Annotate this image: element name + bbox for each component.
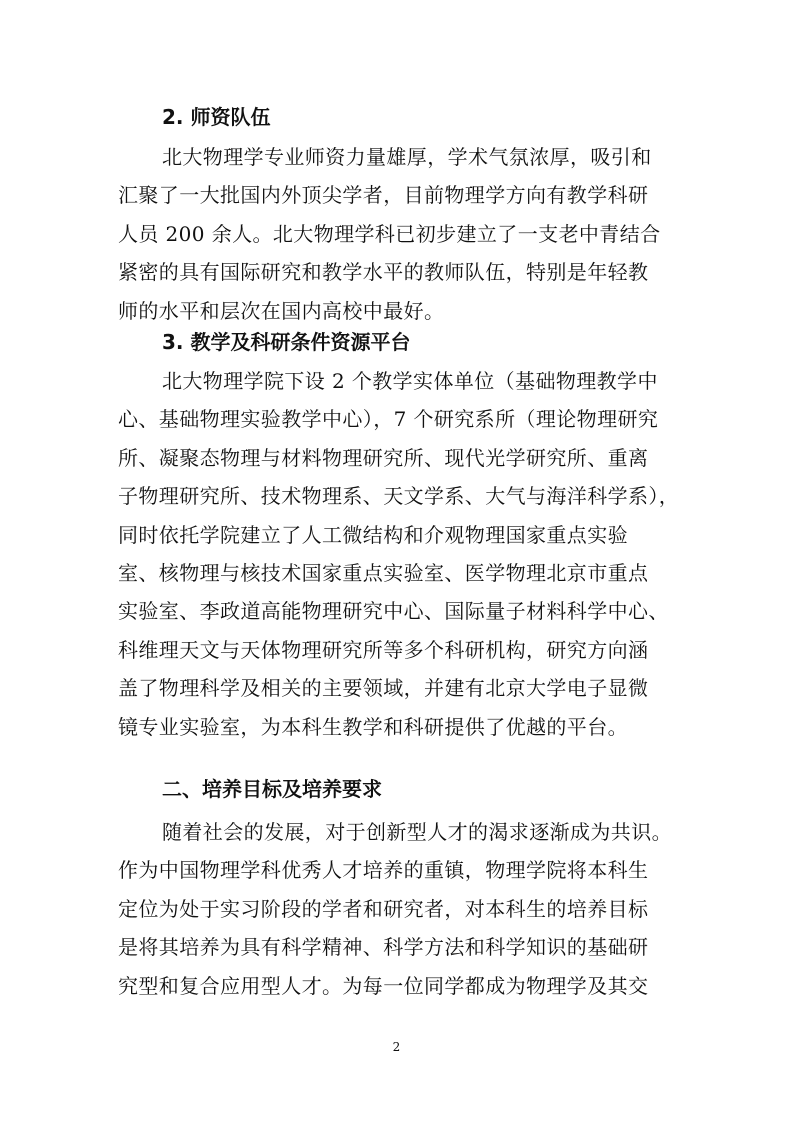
text-line: 师的水平和层次在国内高校中最好。 <box>118 298 445 323</box>
text-line: 室、核物理与核技术国家重点实验室、医学物理北京市重点 <box>118 561 649 586</box>
text-line: 科维理天文与天体物理研究所等多个科研机构，研究方向涵 <box>118 637 649 662</box>
text-line: 北大物理学院下设 2 个教学实体单位（基础物理教学中 <box>162 369 658 393</box>
text-line: 同时依托学院建立了人工微结构和介观物理国家重点实验 <box>118 522 628 547</box>
text-line: 心、基础物理实验教学中心），7 个研究系所（理论物理研究 <box>118 407 659 432</box>
page-number: 2 <box>392 1040 401 1054</box>
text-line: 作为中国物理学科优秀人才培养的重镇，物理学院将本科生 <box>118 858 649 883</box>
text-line: 子物理研究所、技术物理系、天文学系、大气与海洋科学系）， <box>118 484 680 509</box>
text-line: 所、凝聚态物理与材料物理研究所、现代光学研究所、重离 <box>118 445 649 470</box>
text-line: 是将其培养为具有科学精神、科学方法和科学知识的基础研 <box>118 935 649 960</box>
text-line: 随着社会的发展，对于创新型人才的渴求逐渐成为共识。 <box>162 820 672 844</box>
paragraph-goals <box>118 813 698 1005</box>
text-line: 实验室、李政道高能物理研究中心、国际量子材料科学中心、 <box>118 599 669 624</box>
paragraph-platform <box>118 362 698 746</box>
text-line: 盖了物理科学及相关的主要领域，并建有北京大学电子显微 <box>118 676 649 701</box>
text-line: 究型和复合应用型人才。为每一位同学都成为物理学及其交 <box>118 973 649 998</box>
section-heading-faculty: 2. 师资队伍 <box>162 105 271 129</box>
text-line: 北大物理学专业师资力量雄厚，学术气氛浓厚，吸引和 <box>162 145 652 169</box>
text-line: 汇聚了一大批国内外顶尖学者，目前物理学方向有教学科研 <box>118 183 649 208</box>
paragraph-faculty <box>118 138 698 330</box>
text-line: 人员 200 余人。北大物理学科已初步建立了一支老中青结合 <box>118 221 661 246</box>
text-line: 定位为处于实习阶段的学者和研究者，对本科生的培养目标 <box>118 896 649 921</box>
text-line: 镜专业实验室，为本科生教学和科研提供了优越的平台。 <box>118 714 628 739</box>
text-line: 紧密的具有国际研究和教学水平的教师队伍，特别是年轻教 <box>118 260 649 285</box>
section-heading-platform: 3. 教学及科研条件资源平台 <box>162 330 411 354</box>
section-heading-goals: 二、培养目标及培养要求 <box>162 777 382 801</box>
